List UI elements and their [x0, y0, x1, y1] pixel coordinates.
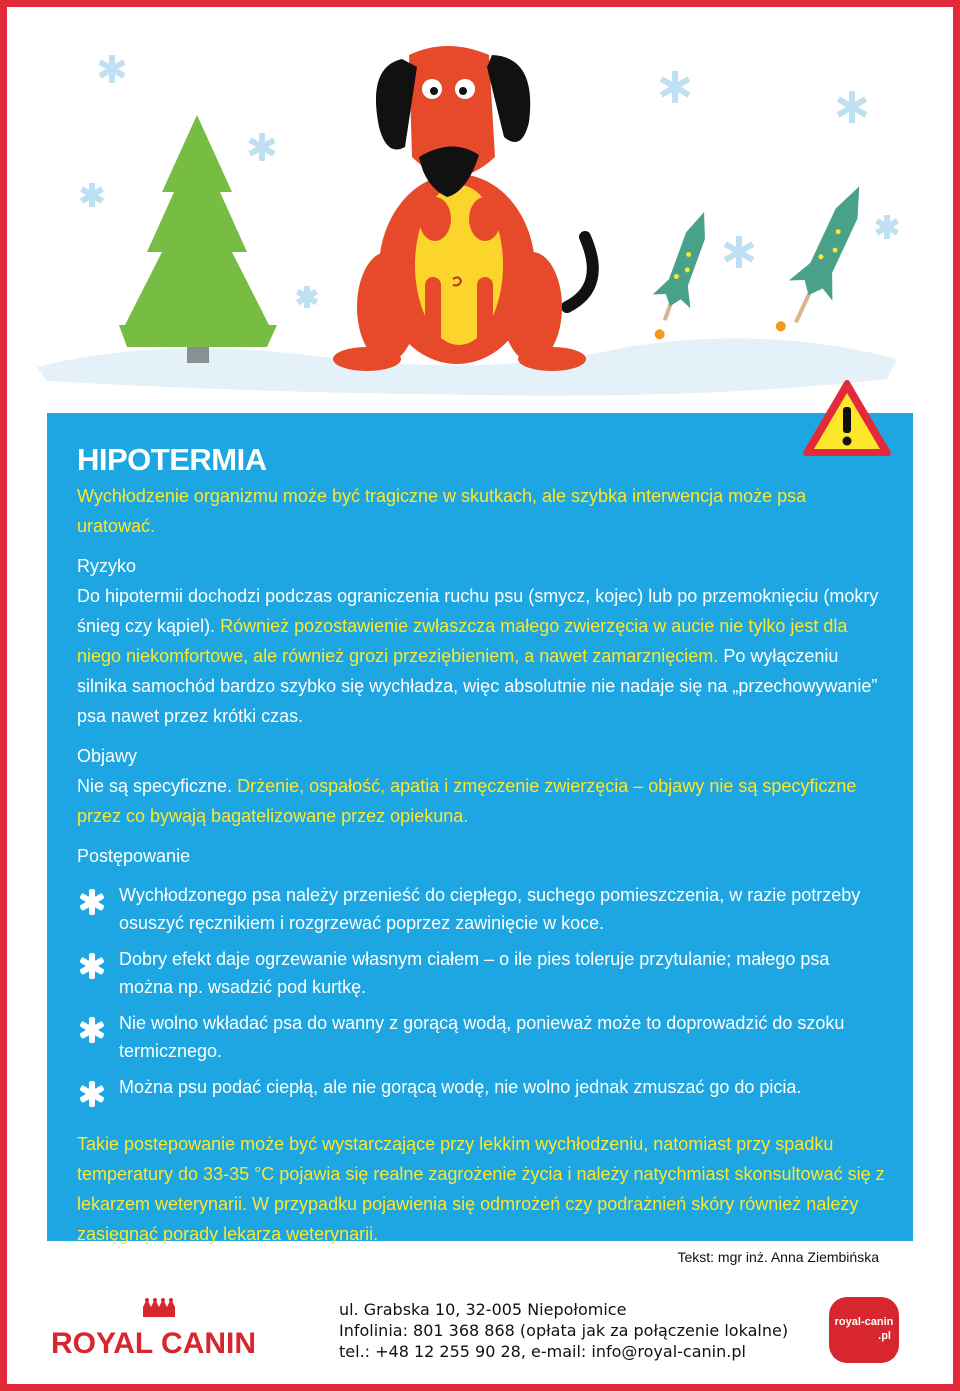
symptoms-text-part1: Nie są specyficzne.	[77, 776, 233, 796]
lead-text: Wychłodzenie organizmu może być tragiczne w skutkach, ale szybka interwencja może psa uratować.	[77, 486, 807, 536]
list-item-text: Dobry efekt daje ogrzewanie własnym ciałem – o ile pies toleruje przytulanie; małego psa można np. wsadzić pod kurtkę.	[119, 949, 830, 997]
snowflake-icon	[660, 71, 691, 103]
address-line: ul. Grabska 10, 32-005 Niepołomice	[339, 1300, 627, 1319]
snowflake-icon	[875, 215, 899, 239]
author-credit: Tekst: mgr inż. Anna Ziembińska	[677, 1249, 879, 1265]
snowflake-icon	[248, 133, 275, 161]
list-item	[77, 945, 887, 1001]
crown-logo-icon	[51, 1297, 281, 1367]
snowflake-icon	[98, 55, 125, 83]
risk-text-part1: Do hipotermii dochodzi podczas ograniczenia ruchu psu (smycz, kojec) lub po przemoknięciu (mokry śnieg czy kąpiel).	[77, 586, 879, 636]
list-item-text: Nie wolno wkładać psa do wanny z gorącą wodą, ponieważ może to doprowadzić do szoku termicznego.	[119, 1013, 845, 1061]
website-badge[interactable]	[829, 1297, 899, 1363]
symptoms-text	[77, 771, 887, 831]
contact-line: tel.: +48 12 255 90 28, e-mail: info@royal-canin.pl	[339, 1342, 746, 1361]
risk-text	[77, 581, 887, 731]
closing-text: Takie postepowanie może być wystarczające przy lekkim wychłodzeniu, natomiast przy spadku temperatury do 33-35 °C pojawia się realne zagrożenie życia i należy natychmiast skonsultować się z lekarzem weterynarii. W przypadku pojawienia się odmrożeń czy podrażnień skóry również należy zasięgnąć porady lekarza weterynarii.	[77, 1134, 885, 1244]
royal-canin-logo	[51, 1297, 281, 1367]
list-item	[77, 1073, 887, 1101]
symptoms-heading: Objawy	[77, 746, 138, 766]
rocket-icon	[639, 205, 723, 346]
asterisk-bullet-icon	[77, 1079, 107, 1109]
asterisk-bullet-icon	[77, 887, 107, 917]
panel-content	[77, 441, 887, 1267]
list-item-text: Można psu podać ciepłą, ale nie gorącą wodę, nie wolno jednak zmuszać go do picia.	[119, 1077, 802, 1097]
badge-line1: royal-canin	[834, 1316, 894, 1328]
winter-illustration	[7, 7, 953, 427]
rocket-icon	[768, 176, 881, 346]
info-panel	[47, 413, 913, 1244]
warning-icon	[802, 379, 892, 459]
snowflake-icon	[296, 286, 318, 308]
snowflake-icon	[724, 236, 755, 268]
page-title: HIPOTERMIA	[77, 442, 267, 477]
list-item	[77, 1009, 887, 1065]
asterisk-bullet-icon	[77, 1015, 107, 1045]
risk-text-part2: Również pozostawienie zwłaszcza małego zwierzęcia w aucie nie tylko jest dla niego niekomfortowe, ale również grozi przeziębieniem, a nawet zamarznięciem.	[77, 616, 848, 666]
list-item	[77, 881, 887, 937]
hotline-line: Infolinia: 801 368 868 (opłata jak za połączenie lokalne)	[339, 1321, 789, 1340]
contact-info	[339, 1299, 788, 1362]
procedure-heading: Postępowanie	[77, 846, 191, 866]
asterisk-bullet-icon	[77, 951, 107, 981]
logo-text: ROYAL CANIN	[51, 1327, 257, 1360]
shivering-dog-icon	[333, 46, 593, 371]
snowflake-icon	[80, 183, 104, 207]
procedure-list	[77, 881, 887, 1101]
badge-line2: .pl	[878, 1330, 891, 1342]
snowflake-icon	[837, 91, 868, 123]
list-item-text: Wychłodzonego psa należy przenieść do ciepłego, suchego pomieszczenia, w razie potrzeby osuszyć ręcznikiem i rozgrzewać poprzez zawinięcie w koce.	[119, 885, 861, 933]
risk-heading: Ryzyko	[77, 556, 137, 576]
risk-text-part3: Po wyłączeniu silnika samochód bardzo szybko się wychładza, więc absolutnie nie nadaje się na „przechowywanie” psa nawet przez krótki czas.	[77, 646, 878, 726]
symptoms-text-part2: Drżenie, ospałość, apatia i zmęczenie zwierzęcia – objawy nie są specyficzne przez co bywają bagatelizowane przez opiekuna.	[77, 776, 857, 826]
